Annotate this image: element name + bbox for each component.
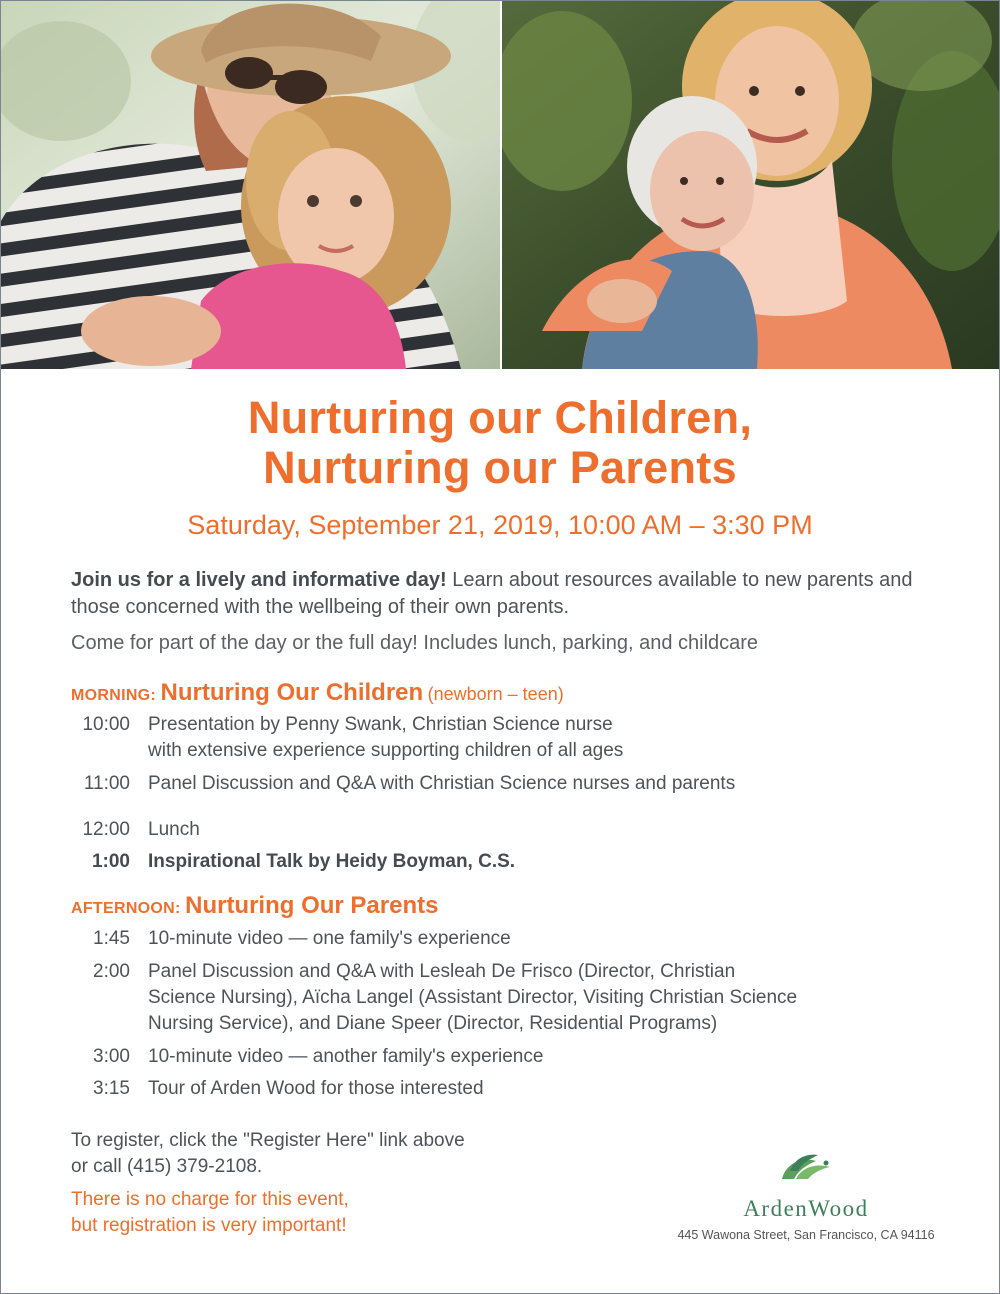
afternoon-label: AFTERNOON: — [71, 900, 181, 917]
title-line-2: Nurturing our Parents — [263, 442, 737, 493]
desc-line: Panel Discussion and Q&A with Lesleah De Frisco (Director, Christian — [148, 961, 736, 982]
photo-mother-child — [1, 1, 500, 369]
logo-wordmark: ArdenWood — [743, 1196, 869, 1221]
intro-rest: Learn about resources available to new parents and those concerned with the wellbeing of their own parents. — [71, 569, 913, 618]
schedule-desc: Inspirational Talk by Heidy Boyman, C.S. — [148, 851, 516, 872]
schedule-time: 11:00 — [83, 773, 130, 794]
page-title — [1, 393, 999, 493]
arden-wood-logo — [661, 1149, 951, 1242]
desc-line: Science Nursing), Aïcha Langel (Assistant Director, Visiting Christian Science — [148, 987, 798, 1008]
register-line-1: To register, click the "Register Here" link above — [71, 1130, 465, 1151]
schedule-time: 10:00 — [82, 714, 130, 735]
morning-heading — [71, 679, 564, 707]
intro-bold: Join us for a lively and informative day! — [71, 569, 447, 591]
register-line-2: or call (415) 379-2108. — [71, 1156, 263, 1177]
no-charge-note — [71, 1187, 591, 1239]
schedule-desc: Panel Discussion and Q&A with Christian Science nurses and parents — [148, 773, 736, 794]
no-charge-line-1: There is no charge for this event, — [71, 1189, 349, 1210]
intro-paragraph — [71, 567, 951, 621]
schedule-desc: 10-minute video — one family's experience — [148, 928, 511, 949]
event-date: Saturday, September 21, 2019, 10:00 AM – 3:30 PM — [187, 510, 813, 540]
schedule-time: 1:00 — [91, 851, 130, 872]
morning-name: Nurturing Our Children — [160, 679, 424, 706]
schedule-time: 3:00 — [93, 1046, 130, 1067]
desc-line: Nursing Service), and Diane Speer (Director, Residential Programs) — [148, 1013, 718, 1034]
intro-line-2: Come for part of the day or the full day! Includes lunch, parking, and childcare — [71, 632, 759, 654]
afternoon-heading — [71, 892, 438, 920]
schedule-desc — [148, 959, 938, 1037]
register-info — [71, 1128, 591, 1180]
title-line-1: Nurturing our Children, — [247, 392, 753, 443]
schedule-desc: 10-minute video — another family's experience — [148, 1046, 544, 1067]
schedule-time: 1:45 — [93, 928, 130, 949]
desc-line: with extensive experience supporting children of all ages — [148, 740, 624, 761]
schedule-desc — [148, 712, 938, 764]
no-charge-line-2: but registration is very important! — [71, 1215, 347, 1236]
morning-range: (newborn – teen) — [427, 684, 564, 704]
leaf-bird-icon — [776, 1149, 836, 1187]
morning-label: MORNING: — [71, 687, 157, 704]
schedule-time: 2:00 — [93, 961, 130, 982]
header-photos — [1, 1, 999, 369]
desc-line: Presentation by Penny Swank, Christian Science nurse — [148, 714, 613, 735]
schedule-desc: Lunch — [148, 819, 200, 840]
photo-daughter-mother — [502, 1, 999, 369]
logo-address: 445 Wawona Street, San Francisco, CA 94116 — [677, 1228, 935, 1242]
afternoon-name: Nurturing Our Parents — [185, 892, 439, 919]
schedule-desc: Tour of Arden Wood for those interested — [148, 1078, 484, 1099]
schedule-time: 3:15 — [93, 1078, 130, 1099]
schedule-time: 12:00 — [82, 819, 130, 840]
